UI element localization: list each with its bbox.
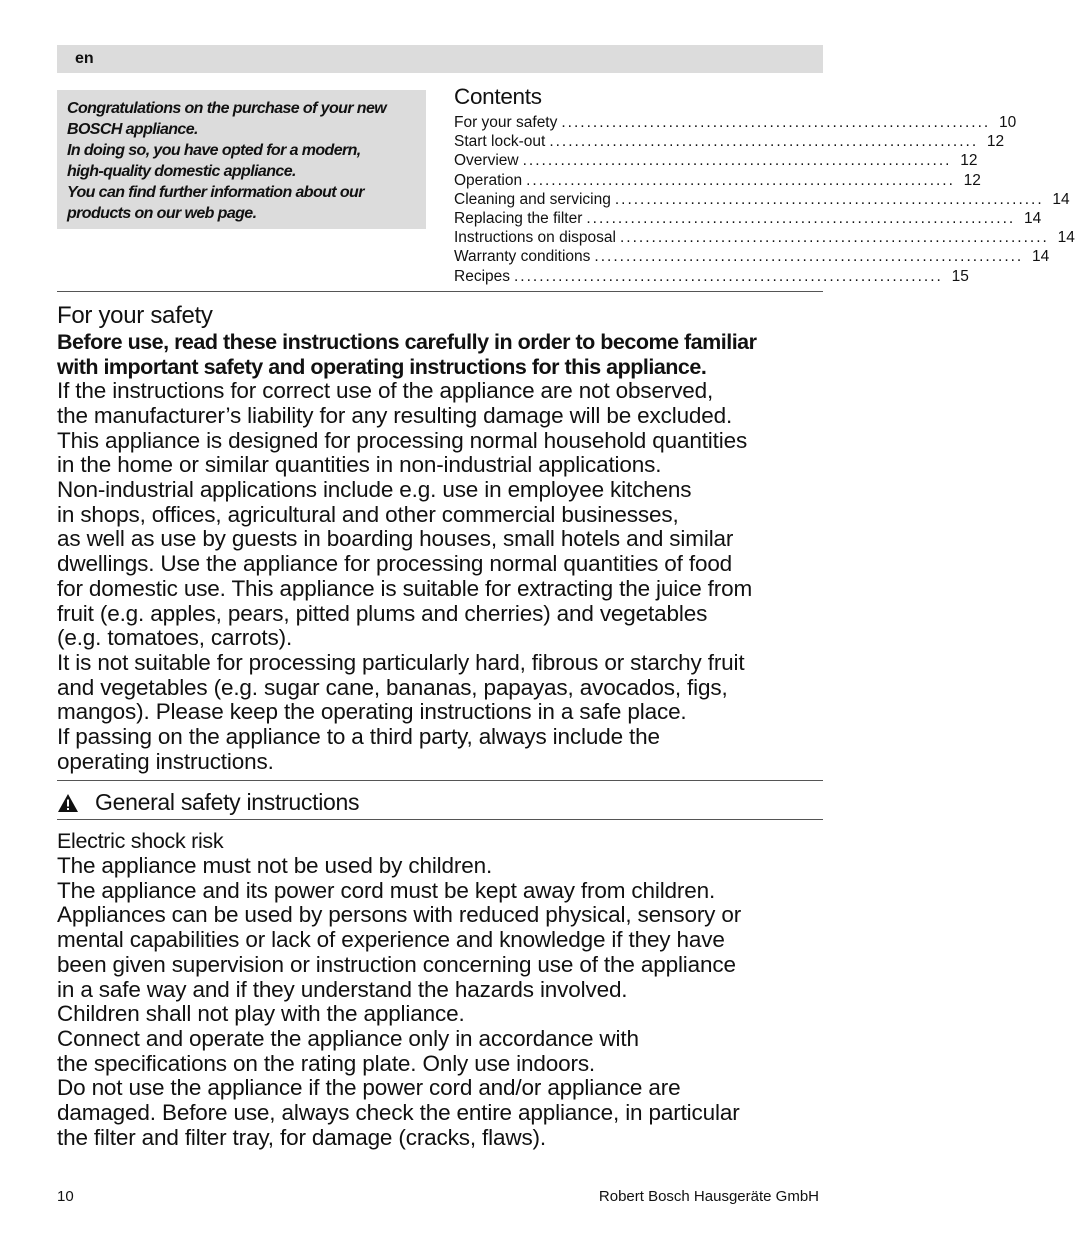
toc-item-label: Instructions on disposal bbox=[454, 229, 616, 247]
toc-leader: .................................................................... bbox=[586, 210, 1016, 228]
general-body-line: the filter and filter tray, for damage (cracks, flaws). bbox=[57, 1124, 547, 1150]
toc-item[interactable] bbox=[454, 267, 969, 286]
toc-leader: .................................................................... bbox=[526, 171, 955, 189]
contents-panel bbox=[454, 84, 1075, 286]
safety-lead-line: with important safety and operating instructions for this appliance. bbox=[57, 354, 707, 379]
toc-leader: .................................................................... bbox=[619, 229, 1049, 247]
general-safety-heading bbox=[57, 789, 359, 816]
general-body-line: The appliance and its power cord must be kept away from children. bbox=[57, 877, 716, 903]
toc-item[interactable] bbox=[454, 171, 981, 190]
safety-lead-line: Before use, read these instructions carefully in order to become familiar bbox=[57, 330, 757, 354]
toc-item-page: 14 bbox=[1052, 190, 1070, 208]
general-body-line: in a safe way and if they understand the hazards involved. bbox=[57, 976, 628, 1002]
toc-item[interactable] bbox=[454, 228, 1075, 247]
safety-body-line: This appliance is designed for processing normal household quantities bbox=[57, 427, 748, 453]
toc-item[interactable] bbox=[454, 132, 1005, 151]
toc-leader: .................................................................... bbox=[614, 190, 1044, 208]
safety-body-line: dwellings. Use the appliance for processing normal quantities of food bbox=[57, 551, 733, 577]
toc-item-label: Operation bbox=[454, 171, 523, 189]
toc-item-label: Warranty conditions bbox=[454, 248, 591, 266]
safety-title: For your safety bbox=[57, 302, 213, 329]
intro-line: products on our web page. bbox=[67, 205, 257, 222]
divider bbox=[57, 291, 823, 292]
divider bbox=[57, 819, 823, 820]
toc-item-page: 15 bbox=[951, 267, 969, 285]
toc-item-page: 14 bbox=[1023, 210, 1042, 228]
general-body-line: Do not use the appliance if the power cord and/or appliance are bbox=[57, 1075, 681, 1101]
safety-body-line: the manufacturer’s liability for any resulting damage will be excluded. bbox=[57, 402, 733, 428]
safety-body-line: Non-industrial applications include e.g. use in employee kitchens bbox=[57, 477, 692, 502]
general-body-line: The appliance must not be used by children. bbox=[57, 853, 493, 878]
toc-item[interactable] bbox=[454, 209, 1042, 228]
toc-item-label: Recipes bbox=[454, 267, 510, 285]
toc-leader: .................................................................... bbox=[522, 152, 952, 170]
toc-item-page: 12 bbox=[960, 152, 978, 170]
toc-leader: .................................................................... bbox=[561, 114, 991, 131]
safety-body-line: for domestic use. This appliance is suitable for extracting the juice from bbox=[57, 575, 753, 601]
toc-item-label: Replacing the filter bbox=[454, 210, 583, 228]
toc-item-label: For your safety bbox=[454, 114, 558, 131]
divider bbox=[57, 780, 823, 781]
general-body-line: the specifications on the rating plate. Only use indoors. bbox=[57, 1050, 596, 1076]
intro-line: high-quality domestic appliance. bbox=[67, 163, 296, 180]
electric-shock-heading: Electric shock risk bbox=[57, 829, 224, 853]
safety-body-line: (e.g. tomatoes, carrots). bbox=[57, 625, 293, 651]
general-body-line: Connect and operate the appliance only in accordance with bbox=[57, 1025, 639, 1051]
electric-shock-section bbox=[57, 828, 827, 1150]
safety-body-line: in the home or similar quantities in non-industrial applications. bbox=[57, 452, 662, 478]
safety-body-line: and vegetables (e.g. sugar cane, bananas, papayas, avocados, figs, bbox=[57, 674, 728, 700]
toc-item-page: 12 bbox=[986, 133, 1005, 151]
safety-body-line: If the instructions for correct use of the appliance are not observed, bbox=[57, 378, 714, 404]
general-body-line: Children shall not play with the appliance. bbox=[57, 1001, 465, 1027]
language-code: en bbox=[75, 50, 94, 67]
toc-leader: .................................................................... bbox=[549, 133, 979, 151]
language-bar bbox=[57, 45, 823, 73]
toc-item-label: Start lock-out bbox=[454, 133, 546, 151]
toc-item-page: 10 bbox=[998, 114, 1017, 131]
warning-triangle-icon bbox=[57, 793, 79, 813]
contents-title: Contents bbox=[454, 84, 542, 109]
toc-item-page: 14 bbox=[1032, 248, 1050, 266]
safety-body-line: in shops, offices, agricultural and other commercial businesses, bbox=[57, 501, 679, 527]
general-body-line: mental capabilities or lack of experience and knowledge if they have bbox=[57, 927, 725, 953]
toc-item-page: 12 bbox=[963, 171, 981, 189]
toc-item-label: Overview bbox=[454, 152, 519, 170]
general-body-line: been given supervision or instruction concerning use of the appliance bbox=[57, 951, 736, 977]
safety-body-line: as well as use by guests in boarding houses, small hotels and similar bbox=[57, 526, 734, 552]
safety-body-line: mangos). Please keep the operating instructions in a safe place. bbox=[57, 699, 687, 725]
general-body-line: Appliances can be used by persons with reduced physical, sensory or bbox=[57, 902, 742, 928]
intro-line: Congratulations on the purchase of your new bbox=[67, 100, 387, 117]
toc-item-label: Cleaning and servicing bbox=[454, 190, 611, 208]
footer-company: Robert Bosch Hausgeräte GmbH bbox=[598, 1188, 819, 1205]
toc-leader: .................................................................... bbox=[514, 267, 943, 285]
toc-item[interactable] bbox=[454, 190, 1070, 209]
page-number: 10 bbox=[57, 1188, 74, 1205]
toc-item-page: 14 bbox=[1057, 229, 1075, 247]
safety-section bbox=[57, 302, 827, 774]
toc-item[interactable] bbox=[454, 151, 978, 170]
toc-item[interactable] bbox=[454, 247, 1050, 266]
intro-line: In doing so, you have opted for a modern, bbox=[67, 142, 361, 159]
intro-line: You can find further information about our bbox=[67, 184, 364, 201]
toc-item[interactable] bbox=[454, 113, 1017, 132]
safety-body-line: It is not suitable for processing particularly hard, fibrous or starchy fruit bbox=[57, 649, 745, 675]
general-body-line: damaged. Before use, always check the entire appliance, in particular bbox=[57, 1100, 740, 1126]
safety-body-line: If passing on the appliance to a third party, always include the bbox=[57, 724, 660, 750]
general-safety-title: General safety instructions bbox=[95, 789, 360, 815]
toc-leader: .................................................................... bbox=[594, 248, 1024, 266]
intro-box bbox=[57, 90, 426, 229]
safety-body-line: operating instructions. bbox=[57, 748, 274, 774]
safety-body-line: fruit (e.g. apples, pears, pitted plums and cherries) and vegetables bbox=[57, 600, 708, 626]
intro-line: BOSCH appliance. bbox=[67, 121, 198, 138]
